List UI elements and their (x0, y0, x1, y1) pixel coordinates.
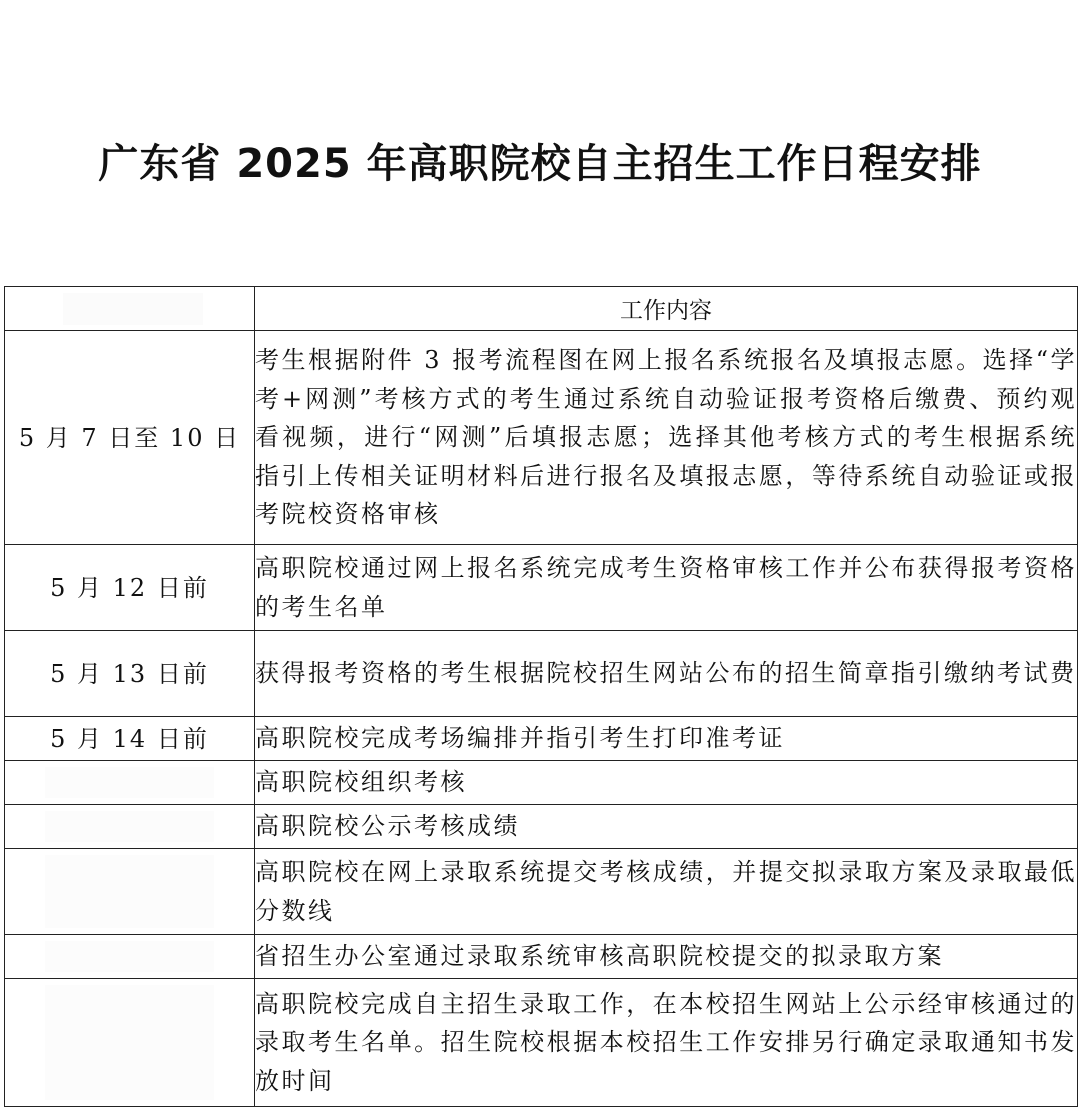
row-time: 5 月 12 日前 (5, 545, 255, 631)
row-time: 5 月 13 日前 (5, 631, 255, 717)
row-content: 高职院校通过网上报名系统完成考生资格审核工作并公布获得报考资格的考生名单 (255, 545, 1078, 631)
table-row (5, 935, 1078, 979)
row-time: 5 月 7 日至 10 日 (5, 331, 255, 545)
row-time-redacted (5, 805, 255, 849)
row-time: 5 月 14 日前 (5, 717, 255, 761)
redacted-area (45, 985, 214, 1100)
row-content: 高职院校公示考核成绩 (255, 805, 1078, 849)
row-content: 高职院校组织考核 (255, 761, 1078, 805)
row-content: 高职院校完成考场编排并指引考生打印准考证 (255, 717, 1078, 761)
redacted-area (45, 941, 214, 972)
table-row (5, 761, 1078, 805)
redacted-area (45, 811, 214, 842)
row-content: 省招生办公室通过录取系统审核高职院校提交的拟录取方案 (255, 935, 1078, 979)
row-content: 考生根据附件 3 报考流程图在网上报名系统报名及填报志愿。选择“学考+网测”考核方式的考生通过系统自动验证报考资格后缴费、预约观看视频，进行“网测”后填报志愿；选择其他考核方式的考生根据系统指引上传相关证明材料后进行报名及填报志愿，等待系统自动验证或报考院校资格审核 (255, 331, 1078, 545)
table-header-row (5, 287, 1078, 331)
row-content: 获得报考资格的考生根据院校招生网站公布的招生简章指引缴纳考试费 (255, 631, 1078, 717)
table-row (5, 979, 1078, 1107)
row-content: 高职院校完成自主招生录取工作，在本校招生网站上公示经审核通过的录取考生名单。招生院校根据本校招生工作安排另行确定录取通知书发放时间 (255, 979, 1078, 1107)
redacted-area (45, 767, 214, 798)
table-row (5, 331, 1078, 545)
row-time-redacted (5, 935, 255, 979)
table-row (5, 717, 1078, 761)
document-title: 广东省 2025 年高职院校自主招生工作日程安排 (98, 141, 982, 187)
table-row (5, 849, 1078, 935)
redacted-area (63, 293, 203, 325)
schedule-table (4, 286, 1078, 1107)
table-row (5, 805, 1078, 849)
table-row (5, 631, 1078, 717)
row-content: 高职院校在网上录取系统提交考核成绩，并提交拟录取方案及录取最低分数线 (255, 849, 1078, 935)
row-time-redacted (5, 761, 255, 805)
header-time-cell (5, 287, 255, 331)
row-time-redacted (5, 849, 255, 935)
row-time-redacted (5, 979, 255, 1107)
redacted-area (45, 855, 214, 928)
header-content-cell: 工作内容 (255, 287, 1078, 331)
table-row (5, 545, 1078, 631)
